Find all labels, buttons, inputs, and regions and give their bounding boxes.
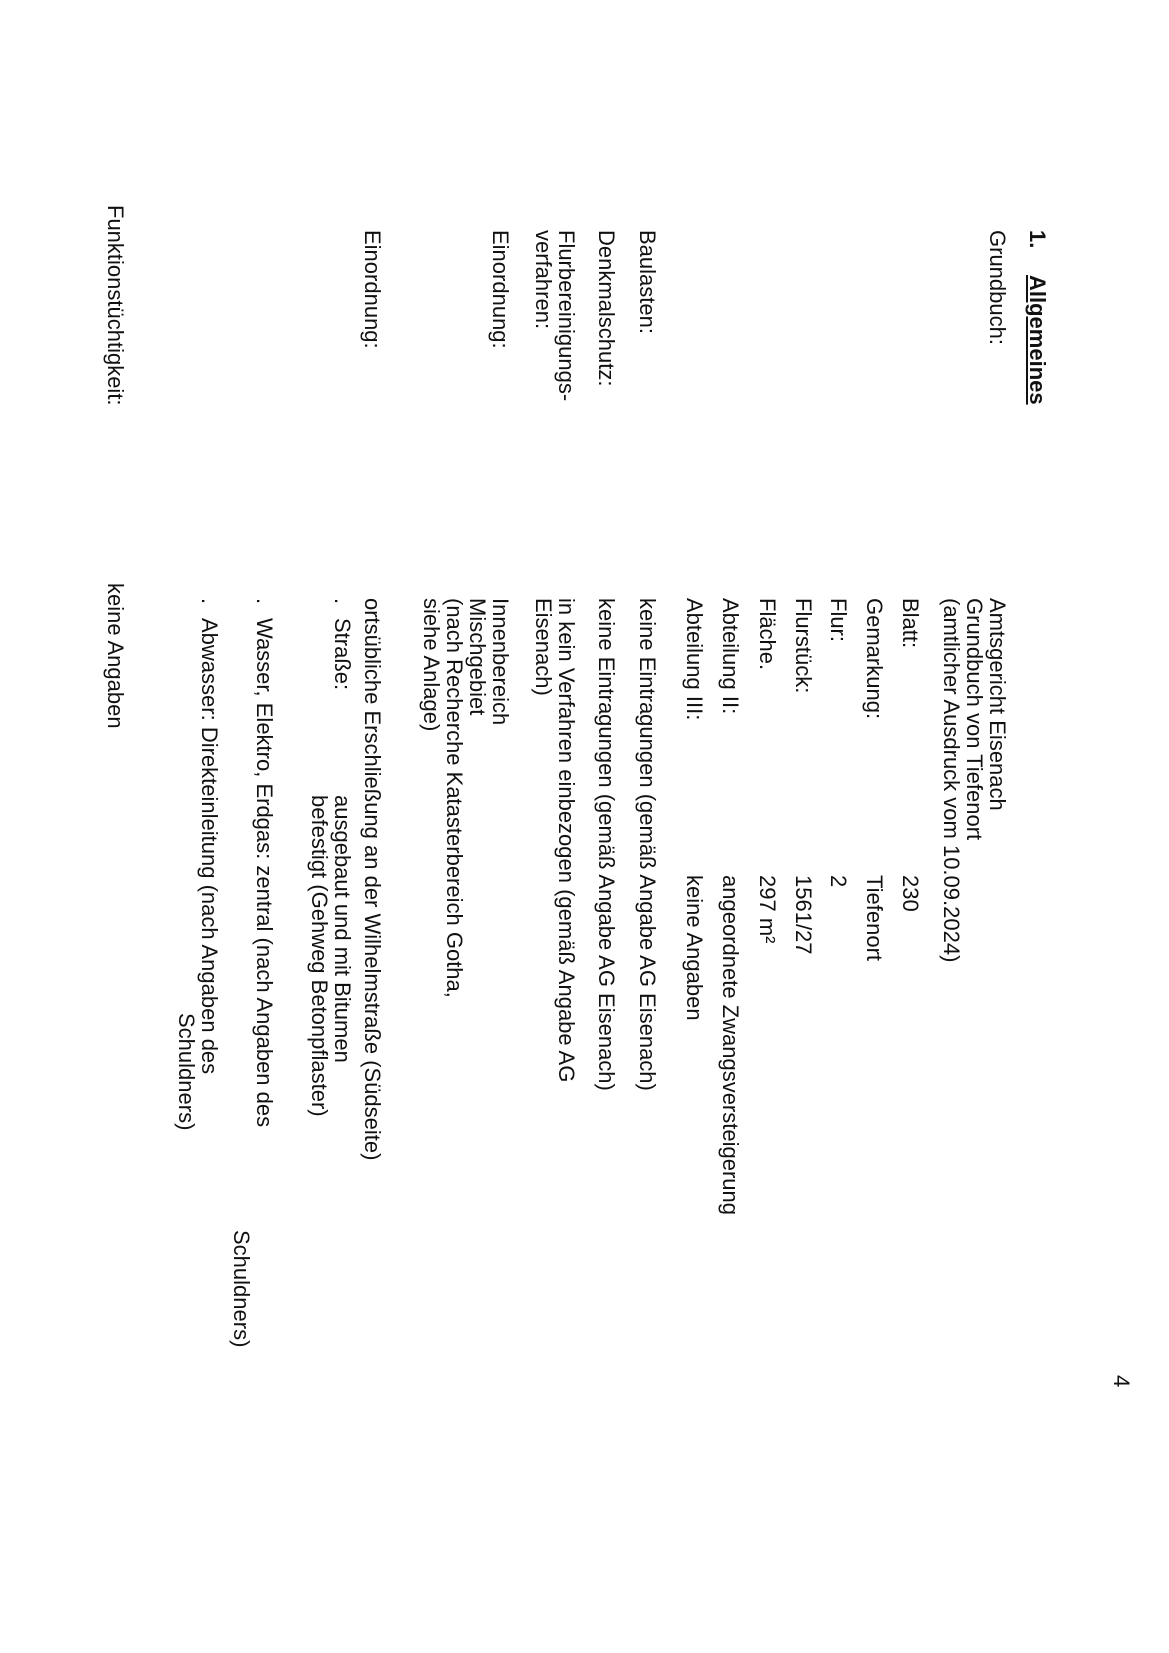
blatt-label: Blatt: <box>898 598 923 649</box>
flaeche-value: 297 m² <box>755 875 780 944</box>
einordnung-1-line-4: siehe Anlage) <box>419 598 444 732</box>
page-number: 4 <box>1109 1375 1134 1388</box>
strasse-line-1: ausgebaut und mit Bitumen <box>330 795 355 1063</box>
einordnung-1-line-1: Innenbereich <box>488 598 513 726</box>
abteilung-3-value: keine Angaben <box>682 875 707 1021</box>
strasse-line-2: befestigt (Gehweg Betonpflaster) <box>307 795 332 1117</box>
grundbuch-line-3: (amtlicher Ausdruck vom 10.09.2024) <box>939 598 964 963</box>
label-baulasten: Baulasten: <box>635 230 660 334</box>
abwasser-line-1: Abwasser: Direkteinleitung (nach Angaben des <box>197 618 222 1075</box>
grundbuch-line-2: Grundbuch von Tiefenort <box>962 598 987 841</box>
abwasser-line-2: Schuldners) <box>174 1013 199 1131</box>
funktionstuechtigkeit-value: keine Angaben <box>103 583 128 729</box>
section-number: 1. <box>1025 230 1050 249</box>
label-einordnung-2: Einordnung: <box>360 230 385 349</box>
label-flurbereinigung-2: verfahren: <box>531 230 556 330</box>
abteilung-2-label: Abteilung II: <box>718 598 743 715</box>
flurbereinigung-line-1: in kein Verfahren einbezogen (gemäß Angabe AG <box>554 598 579 1083</box>
flurstueck-label: Flurstück: <box>791 598 816 694</box>
gemarkung-label: Gemarkung: <box>862 598 887 720</box>
abwasser-bullet: . <box>197 598 222 605</box>
denkmalschutz-value: keine Eintragungen (gemäß Angabe AG Eisenach) <box>594 598 619 1091</box>
baulasten-value: keine Eintragungen (gemäß Angabe AG Eisenach) <box>635 598 660 1091</box>
versorgung-line-1: Wasser, Elektro, Erdgas: zentral (nach Angaben des <box>252 618 277 1128</box>
abteilung-3-label: Abteilung III: <box>682 598 707 721</box>
grundbuch-line-1: Amtsgericht Eisenach <box>985 598 1010 811</box>
flurbereinigung-line-2: Eisenach) <box>531 598 556 696</box>
flur-label: Flur: <box>826 598 851 642</box>
blatt-value: 230 <box>898 875 923 912</box>
flurstueck-value: 1561/27 <box>791 875 816 955</box>
strasse-bullet: . <box>330 598 355 605</box>
flaeche-label: Fläche. <box>755 598 780 671</box>
label-einordnung-1: Einordnung: <box>488 230 513 349</box>
label-funktionstuechtigkeit: Funktionstüchtigkeit: <box>103 205 128 406</box>
strasse-label: Straße: <box>330 618 355 691</box>
erschliessung-intro: ortsübliche Erschließung an der Wilhelmstraße (Südseite) <box>360 598 385 1161</box>
einordnung-1-line-2: Mischgebiet <box>465 598 490 716</box>
flur-value: 2 <box>826 875 851 888</box>
section-title: Allgemeines <box>1025 275 1050 405</box>
label-flurbereinigung-1: Flurbereinigungs- <box>554 230 579 402</box>
versorgung-bullet: . <box>252 598 277 605</box>
gemarkung-value: Tiefenort <box>862 875 887 962</box>
abteilung-2-value: angeordnete Zwangsversteigerung <box>718 875 743 1216</box>
label-denkmalschutz: Denkmalschutz: <box>594 230 619 387</box>
label-grundbuch: Grundbuch: <box>985 230 1010 345</box>
einordnung-1-line-3: (nach Recherche Katasterbereich Gotha, <box>442 598 467 998</box>
versorgung-line-2: Schuldners) <box>229 1230 254 1348</box>
